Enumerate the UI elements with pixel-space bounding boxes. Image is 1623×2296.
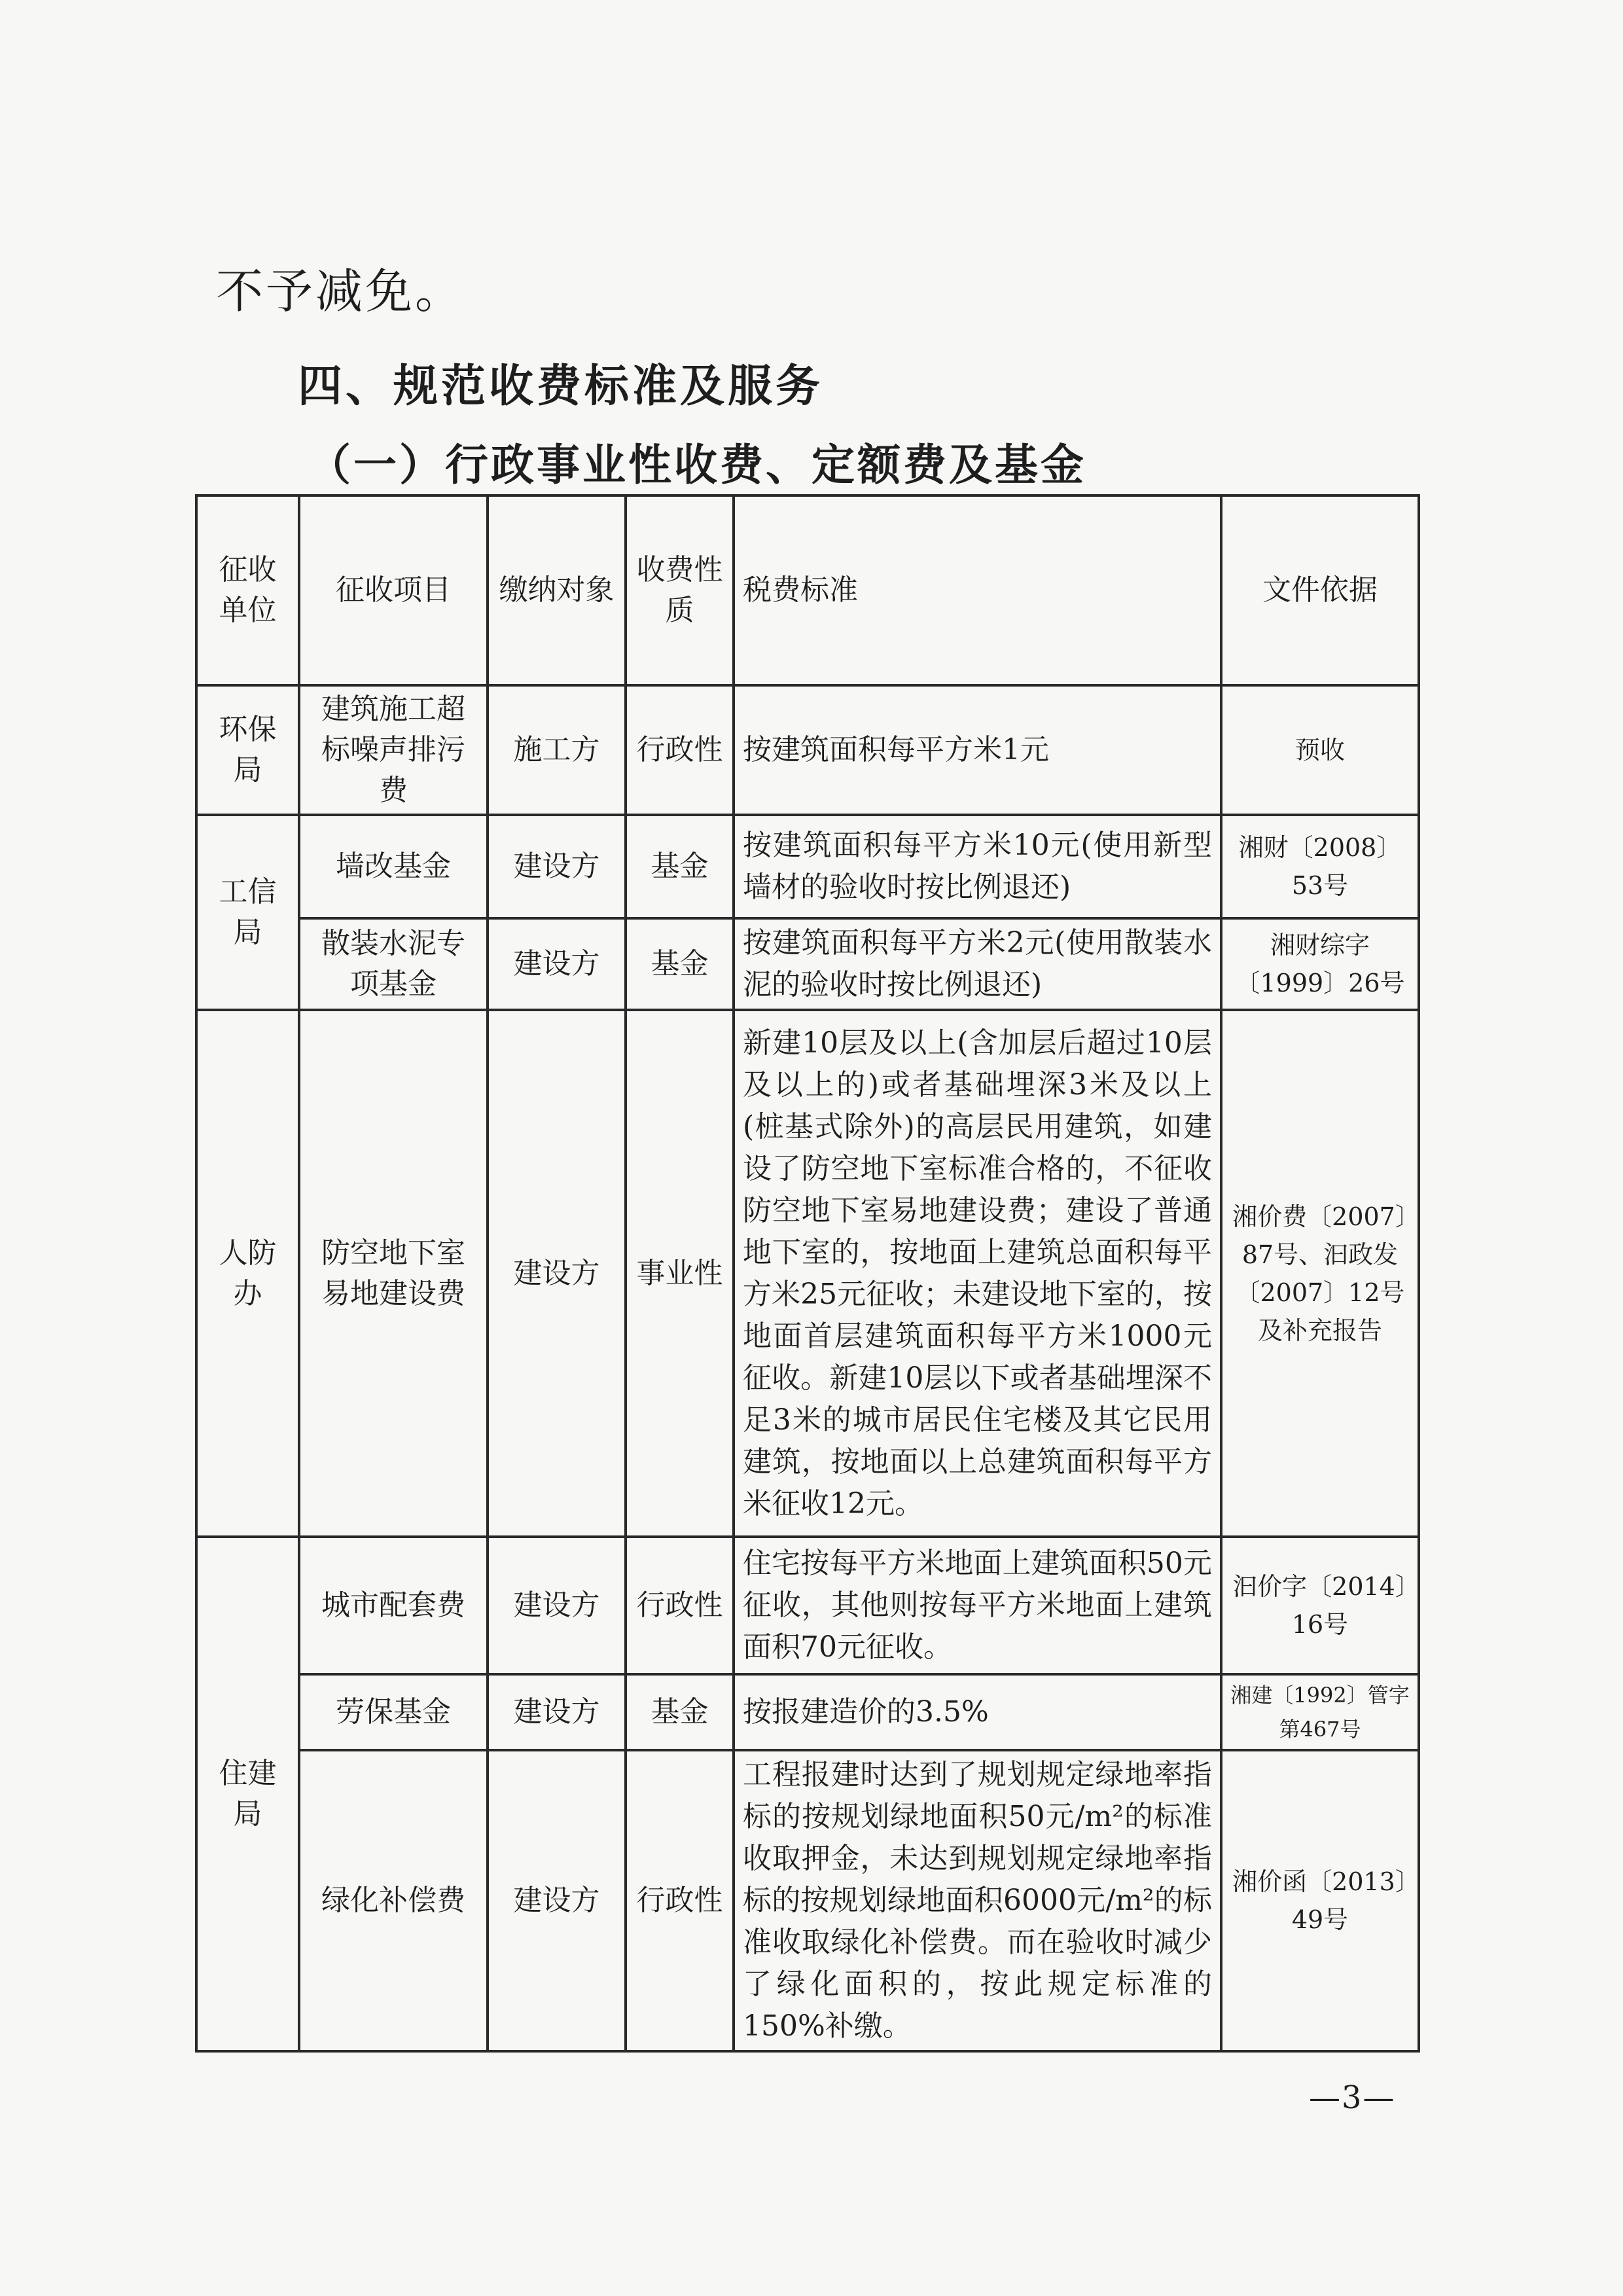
nature-cell: 行政性 (626, 1537, 734, 1674)
standard-cell: 工程报建时达到了规划规定绿地率指标的按规划绿地面积50元/m²的标准收取押金，未达到规划规定绿地率指标的按规划绿地面积6000元/m²的标准收取绿化补偿费。而在验收时减少了绿化面积的，按此规定标准的150%补缴。 (734, 1750, 1221, 2051)
payer-cell: 建设方 (488, 1537, 626, 1674)
basis-cell: 湘价函〔2013〕49号 (1221, 1750, 1419, 2051)
table-row (196, 1674, 1419, 1750)
item-cell: 城市配套费 (299, 1537, 488, 1674)
nature-cell: 基金 (626, 815, 734, 918)
basis-cell: 湘财综字〔1999〕26号 (1221, 918, 1419, 1010)
table-row (196, 685, 1419, 815)
unit-cell: 住建局 (196, 1537, 299, 2051)
standard-cell: 按建筑面积每平方米10元(使用新型墙材的验收时按比例退还) (734, 815, 1221, 918)
header-item: 征收项目 (299, 495, 488, 685)
item-cell: 绿化补偿费 (299, 1750, 488, 2051)
header-unit: 征收单位 (196, 495, 299, 685)
nature-cell: 行政性 (626, 1750, 734, 2051)
unit-cell: 环保局 (196, 685, 299, 815)
standard-cell: 住宅按每平方米地面上建筑面积50元征收，其他则按每平方米地面上建筑面积70元征收。 (734, 1537, 1221, 1674)
fee-table (195, 494, 1420, 2053)
standard-cell: 按建筑面积每平方米2元(使用散装水泥的验收时按比例退还) (734, 918, 1221, 1010)
payer-cell: 建设方 (488, 918, 626, 1010)
basis-cell: 湘财〔2008〕53号 (1221, 815, 1419, 918)
standard-cell: 按建筑面积每平方米1元 (734, 685, 1221, 815)
basis-cell: 预收 (1221, 685, 1419, 815)
basis-cell: 湘建〔1992〕管字第467号 (1221, 1674, 1419, 1750)
nature-cell: 事业性 (626, 1010, 734, 1537)
item-cell: 防空地下室易地建设费 (299, 1010, 488, 1537)
table-row (196, 1537, 1419, 1674)
unit-cell: 人防办 (196, 1010, 299, 1537)
item-cell: 建筑施工超标噪声排污费 (299, 685, 488, 815)
item-cell: 墙改基金 (299, 815, 488, 918)
basis-cell: 汩价字〔2014〕16号 (1221, 1537, 1419, 1674)
section-title: 四、规范收费标准及服务 (298, 360, 824, 412)
header-payer: 缴纳对象 (488, 495, 626, 685)
table-row (196, 815, 1419, 918)
payer-cell: 建设方 (488, 1010, 626, 1537)
item-cell: 散装水泥专项基金 (299, 918, 488, 1010)
payer-cell: 建设方 (488, 1674, 626, 1750)
subsection-title: （一）行政事业性收费、定额费及基金 (308, 439, 1086, 490)
header-basis: 文件依据 (1221, 495, 1419, 685)
table-header-row (196, 495, 1419, 685)
payer-cell: 施工方 (488, 685, 626, 815)
page-number: —3— (1309, 2079, 1396, 2116)
nature-cell: 基金 (626, 1674, 734, 1750)
payer-cell: 建设方 (488, 1750, 626, 2051)
item-cell: 劳保基金 (299, 1674, 488, 1750)
standard-cell: 新建10层及以上(含加层后超过10层及以上的)或者基础埋深3米及以上(桩基式除外)的高层民用建筑，如建设了防空地下室标准合格的，不征收防空地下室易地建设费；建设了普通地下室的，按地面上建筑总面积每平方米25元征收；未建设地下室的，按地面首层建筑面积每平方米1000元征收。新建10层以下或者基础埋深不足3米的城市居民住宅楼及其它民用建筑，按地面以上总建筑面积每平方米征收12元。 (734, 1010, 1221, 1537)
nature-cell: 行政性 (626, 685, 734, 815)
nature-cell: 基金 (626, 918, 734, 1010)
table-row (196, 1750, 1419, 2051)
header-nature: 收费性质 (626, 495, 734, 685)
standard-cell: 按报建造价的3.5% (734, 1674, 1221, 1750)
unit-cell: 工信局 (196, 815, 299, 1010)
payer-cell: 建设方 (488, 815, 626, 918)
table-row (196, 1010, 1419, 1537)
basis-cell: 湘价费〔2007〕87号、汩政发〔2007〕12号及补充报告 (1221, 1010, 1419, 1537)
intro-text: 不予减免。 (216, 264, 465, 319)
header-standard: 税费标准 (734, 495, 1221, 685)
table-row (196, 918, 1419, 1010)
